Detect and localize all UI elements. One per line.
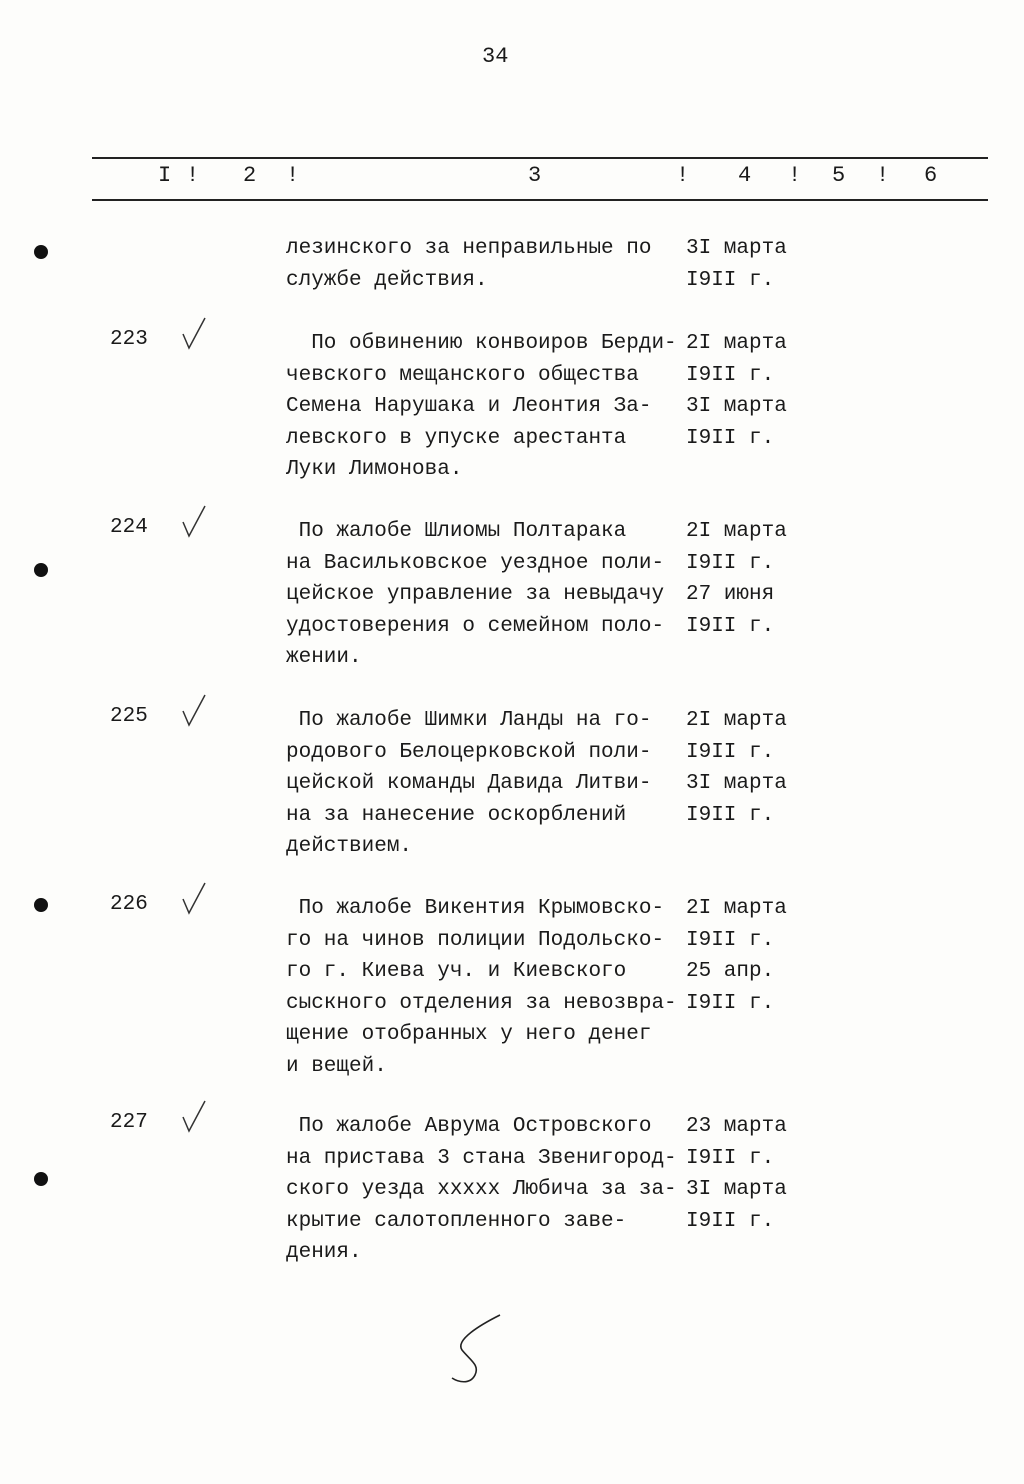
header-bottom-rule [92,199,988,201]
date-line: 2I марта [686,332,787,355]
description-line: го на чинов полиции Подольско- [286,928,665,952]
entry-number: 224 [110,516,148,539]
description-line: дения. [286,1241,362,1264]
entry-description [286,233,651,296]
column-number: 3 [528,163,542,188]
description-line: сыскного отделения за невозвра- [286,991,677,1015]
date-line: I9II г. [686,1146,775,1170]
entry-number: 227 [110,1111,148,1134]
description-line: удостоверения о семейном поло- [286,614,665,638]
date-line: 25 апр. [686,960,775,983]
date-line: 2I марта [686,520,787,543]
date-line: I9II г. [686,426,775,450]
date-line: 3I марта [686,1178,787,1201]
entry-number: 226 [110,893,148,916]
column-separator: ! [186,163,200,188]
checkmark-icon [175,691,215,731]
description-line: ского уезда xxxxx Любича за за- [286,1178,677,1201]
column-separator: ! [676,163,690,188]
description-line: чевского мещанского общества [286,363,639,387]
date-line: I9II г. [686,803,775,827]
description-line: щение отобранных у него денег [286,1023,652,1046]
date-line: 2I марта [686,897,787,920]
punch-hole [34,1172,48,1186]
date-line: I9II г. [686,740,775,764]
date-line: I9II г. [686,551,775,575]
checkmark-icon [175,502,215,542]
description-line: левского в упуске арестанта [286,426,627,450]
description-line: цейское управление за невыдачу [286,583,665,606]
column-number: 5 [832,163,846,188]
description-line: действием. [286,835,413,858]
date-line: 3I марта [686,237,787,260]
description-line: лезинского за неправильные по [286,237,652,260]
date-line: 27 июня [686,583,775,606]
page-number: 34 [482,44,509,69]
column-separator: ! [286,163,300,188]
checkmark-icon [175,879,215,919]
description-line: По обвинению конвоиров Берди- [286,332,677,355]
entry-dates [686,893,787,1019]
description-line: По жалобе Викентия Крымовско- [286,897,665,920]
column-number: I [158,163,172,188]
description-line: По жалобе Шлиомы Полтарака [286,520,627,543]
column-number: 4 [738,163,752,188]
date-line: 3I марта [686,772,787,795]
date-line: I9II г. [686,928,775,952]
punch-hole [34,563,48,577]
description-line: и вещей. [286,1054,387,1078]
description-line: Семена Нарушака и Леонтия За- [286,395,652,418]
entry-dates [686,516,787,642]
description-line: По жалобе Аврума Островского [286,1115,652,1138]
column-separator: ! [876,163,890,188]
entry-dates [686,1111,787,1237]
entry-number: 225 [110,705,148,728]
date-line: 3I марта [686,395,787,418]
checkmark-icon [175,314,215,354]
entry-description [286,705,651,863]
description-line: го г. Киева уч. и Киевского [286,960,627,983]
entry-description [286,1111,677,1269]
header-top-rule [92,157,988,159]
entry-description [286,893,677,1082]
description-line: службе действия. [286,268,488,292]
entry-description [286,328,677,486]
entry-dates [686,705,787,831]
punch-hole [34,245,48,259]
date-line: I9II г. [686,991,775,1015]
entry-dates [686,233,787,296]
column-separator: ! [788,163,802,188]
description-line: По жалобе Шимки Ланды на го- [286,709,652,732]
description-line: на пристава 3 стана Звенигород- [286,1146,677,1170]
column-number: 6 [924,163,938,188]
entry-dates [686,328,787,454]
date-line: I9II г. [686,268,775,292]
handwritten-mark [450,1310,510,1390]
checkmark-icon [175,1097,215,1137]
date-line: I9II г. [686,363,775,387]
description-line: Луки Лимонова. [286,458,463,481]
column-number: 2 [243,163,257,188]
description-line: на за нанесение оскорблений [286,803,627,827]
description-line: родового Белоцерковской поли- [286,740,652,764]
date-line: 2I марта [686,709,787,732]
entry-description [286,516,664,674]
entry-number: 223 [110,328,148,351]
description-line: жении. [286,646,362,669]
description-line: на Васильковское уездное поли- [286,551,665,575]
date-line: I9II г. [686,1209,775,1233]
description-line: крытие салотопленного заве- [286,1209,627,1233]
date-line: I9II г. [686,614,775,638]
description-line: цейской команды Давида Литви- [286,772,652,795]
punch-hole [34,898,48,912]
date-line: 23 марта [686,1115,787,1138]
